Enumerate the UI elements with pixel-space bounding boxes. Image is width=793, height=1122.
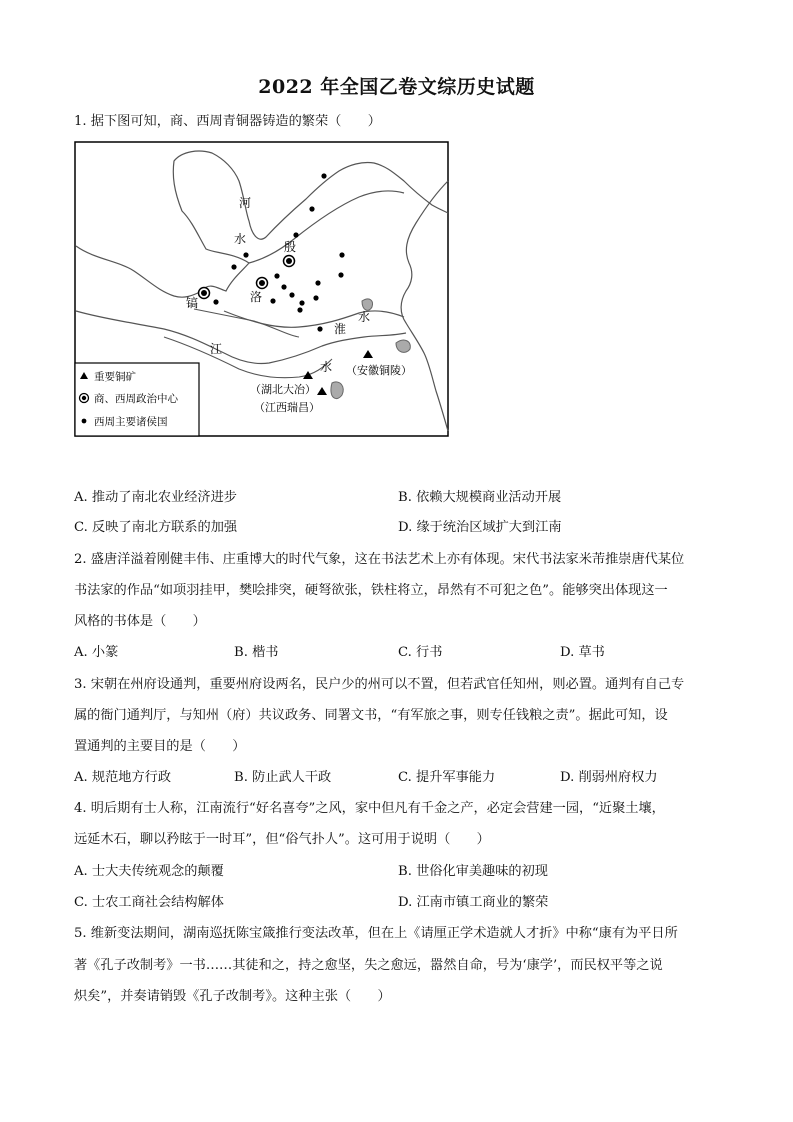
q4-option-d: D. 江南市镇工商业的繁荣 [398,895,549,910]
label-hao: 镐 [186,296,199,310]
legend-center-label: 商、西周政治中心 [94,393,178,405]
center-luo [257,278,268,289]
q5-line-3: 炽矣”，并奏请销毁《孔子改制考》。这种主张（ ） [74,989,391,1004]
q3-option-a: A. 规范地方行政 [74,770,172,785]
q3-option-d: D. 削弱州府权力 [560,770,658,785]
q2-option-b: B. 楷书 [234,645,279,660]
lake-hongze [362,299,373,310]
label-huai: 淮 [334,322,347,336]
q3-line-3: 置通判的主要目的是（ ） [74,739,246,754]
map-legend [75,363,199,436]
page-title: 2022 年全国乙卷文综历史试题 [258,76,535,98]
legend-vassal-icon [82,419,87,424]
lake-tai [396,340,410,352]
q4-option-c: C. 士农工商社会结构解体 [74,895,224,910]
q2-line-1: 2. 盛唐洋溢着刚健丰伟、庄重博大的时代气象，这在书法艺术上亦有体现。宋代书法家米芾推崇唐代某位 [74,552,685,567]
question-1-stem: 1. 据下图可知，商、西周青铜器铸造的繁荣（ ） [74,114,381,129]
q5-line-1: 5. 维新变法期间，湖南巡抚陈宝箴推行变法改革，但在上《请厘正学术造就人才折》中称“康有为平日所 [74,926,678,941]
q5-line-2: 著《孔子改制考》一书……其徒和之，持之愈坚，失之愈远，嚣然自命，号为‘康学’，而民权平等之说 [74,958,663,973]
q4-line-1: 4. 明后期有士人称，江南流行“好名喜夸”之风，家中但凡有千金之产，必定会营建一园，“近聚土壤， [74,801,665,816]
label-jiangxi-ruichang: （江西瑞昌） [254,401,320,414]
q1-option-b: B. 依赖大规模商业活动开展 [398,490,562,505]
q2-option-d: D. 草书 [560,645,605,660]
legend-mine-label: 重要铜矿 [94,371,136,383]
q2-option-a: A. 小篆 [74,645,119,660]
label-jiang: 江 [210,342,223,356]
center-yin [284,256,295,267]
label-anhui-tongling: （安徽铜陵） [346,364,412,377]
q3-line-1: 3. 宋朝在州府设通判，重要州府设两名，民户少的州可以不置，但若武官任知州，则必置。通判有自己专 [74,677,685,692]
label-shui-3: 水 [320,360,333,374]
q3-option-b: B. 防止武人干政 [234,770,332,785]
label-luo: 洛 [250,290,263,304]
q2-option-c: C. 行书 [398,645,443,660]
q4-option-b: B. 世俗化审美趣味的初现 [398,864,548,879]
label-yin: 殷 [284,240,297,254]
lake-poyang [331,382,343,399]
legend-vassal-label: 西周主要诸侯国 [94,416,168,428]
q1-option-a: A. 推动了南北农业经济进步 [74,490,237,505]
label-shui-1: 水 [234,232,247,246]
q4-line-2: 远延木石，聊以矜眩于一时耳”，但“俗气扑人”。这可用于说明（ ） [74,832,490,847]
q3-option-c: C. 提升军事能力 [398,770,496,785]
legend-center-icon [80,394,89,403]
label-he: 河 [239,196,252,210]
question-1-map [74,141,449,437]
q1-option-d: D. 缘于统治区域扩大到江南 [398,520,562,535]
center-hao [199,288,210,299]
q2-line-2: 书法家的作品“如项羽挂甲，樊哙排突，硬弩欲张，铁柱将立，昂然有不可犯之色”。能够突出体现这一 [74,583,668,598]
label-hubei-daye: （湖北大冶） [250,383,316,396]
q1-option-c: C. 反映了南北方联系的加强 [74,520,238,535]
label-shui-2: 水 [358,310,371,324]
map-figure [74,141,449,437]
q3-line-2: 属的衙门通判厅，与知州（府）共议政务、同署文书，“有军旅之事，则专任钱粮之责”。据此可知，设 [74,708,668,723]
q4-option-a: A. 士大夫传统观念的颠覆 [74,864,224,879]
q2-line-3: 风格的书体是（ ） [74,614,206,629]
